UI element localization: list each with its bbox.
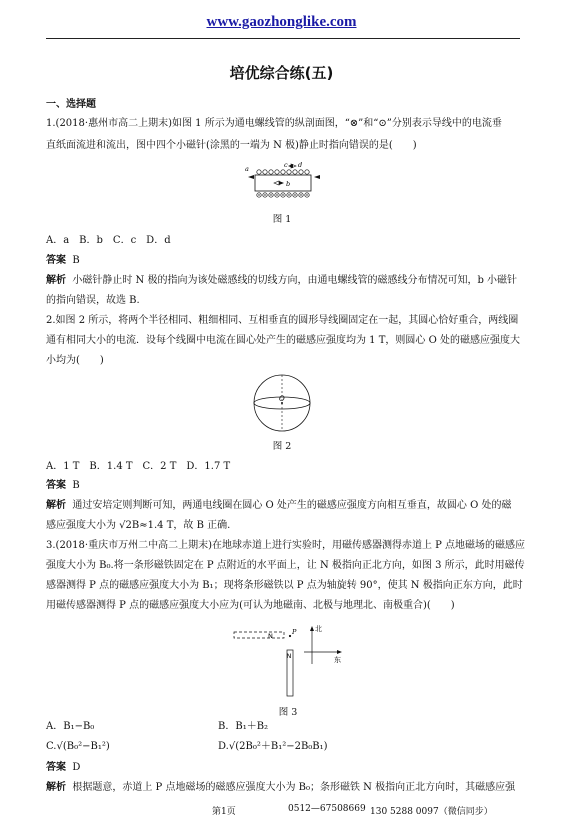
q3-option-d: D.√(2B₀²＋B₁²−2B₀B₁) — [218, 741, 328, 752]
q2-answer: B — [72, 480, 80, 491]
q3-figure-magnet — [230, 620, 350, 700]
q1-answer: B — [72, 255, 80, 266]
center-mark: O — [279, 395, 285, 403]
q2-stem-line2: 通有相同大小的电流．设每个线圈中电流在圆心处产生的磁感应强度均为 1 T，则圆心 O 处的磁感应强度大 — [46, 335, 520, 346]
needle-d-right — [314, 175, 320, 179]
needle-a — [248, 175, 254, 179]
q2-stem-line1: 2.如图 2 所示，将两个半径相同、粗细相同、互相垂直的圆形导线圈固定在一起，其圆心恰好重合，两线圈 — [46, 315, 519, 326]
fig-north: 北 — [315, 625, 322, 633]
q2-answer-label: 答案 — [46, 480, 66, 491]
q2-stem-line3: 小均为( ) — [46, 355, 104, 366]
q3-option-a: A．B₁−B₀ — [46, 721, 95, 732]
q1-answer-label: 答案 — [46, 255, 66, 266]
point-p — [289, 635, 291, 637]
q3-stem-line1: 3.(2018·重庆市万州二中高二上期末)在地球赤道上进行实验时，用磁传感器测得赤道上 P 点地磁场的磁感应 — [46, 540, 526, 551]
fig-east: 东 — [334, 656, 341, 664]
q2-analysis-label: 解析 — [46, 500, 66, 511]
mark-d: d — [298, 161, 303, 169]
q1-stem-line1: 1.(2018·惠州市高二上期末)如图 1 所示为通电螺线管的纵剖面图，“⊗”和“⊙”分别表示导线中的电流垂 — [46, 118, 502, 129]
bottom-wire-dots — [258, 194, 307, 195]
site-link[interactable]: www.gaozhonglike.com — [206, 14, 357, 30]
fig-p: P — [292, 628, 297, 636]
q1-figure-label: 图 1 — [272, 214, 292, 225]
section-heading: 一、选择题 — [46, 99, 96, 110]
q3-stem-line3: 感器测得 P 点的磁感应强度大小为 B₁；现将条形磁铁以 P 点为轴旋转 90°，使其 N 极指向正东方向，此时 — [46, 580, 523, 591]
mark-b: b — [286, 180, 291, 188]
q1-figure-solenoid — [240, 160, 324, 206]
footer-phone2: 130 5288 0097（微信同步） — [370, 807, 493, 817]
footer-page: 第1页 — [212, 807, 236, 817]
q2-figure-coils — [250, 371, 314, 435]
q1-options: A．a B．b C．c D．d — [46, 235, 171, 246]
q3-answer-label: 答案 — [46, 762, 66, 773]
page-title: 培优综合练(五) — [229, 64, 334, 82]
q3-option-b: B．B₁＋B₂ — [218, 721, 269, 732]
q3-analysis-line1: 根据题意，赤道上 P 点地磁场的磁感应强度大小为 B₀；条形磁铁 N 极指向正北方向时，其磁感应强 — [72, 782, 516, 793]
header-rule — [46, 38, 520, 39]
q3-analysis-label: 解析 — [46, 782, 66, 793]
needle-b — [279, 181, 284, 185]
q3-stem-line2: 强度大小为 B₀.将一条形磁铁固定在 P 点附近的水平面上，让 N 极指向正北方向，如图 3 所示，此时用磁传 — [46, 560, 525, 571]
mark-c: c — [284, 161, 288, 169]
footer-phone1: 0512—67508669 — [288, 804, 366, 814]
top-wire-row — [257, 170, 309, 174]
q2-analysis-line2: 感应强度大小为 √2B≈1.4 T，故 B 正确. — [46, 520, 231, 531]
q1-stem-line2: 直纸面流进和流出，图中四个小磁针(涂黑的一端为 N 极)静止时指向错误的是( ) — [46, 140, 417, 151]
q3-answer: D — [72, 762, 81, 773]
q3-figure-label: 图 3 — [278, 707, 298, 718]
magnet-rotated-outline — [234, 632, 284, 638]
q2-figure-label: 图 2 — [272, 441, 292, 452]
q3-stem-line4: 用磁传感器测得 P 点的磁感应强度大小应为(可认为地磁南、北极与地理北、南极重合)( ) — [46, 600, 455, 611]
q2-analysis-line1: 通过安培定则判断可知，两通电线圈在圆心 O 处产生的磁感应强度方向相互垂直，故圆心 O 处的磁 — [72, 500, 512, 511]
mark-a: a — [245, 165, 249, 173]
q3-option-c: C.√(B₀²−B₁²) — [46, 741, 110, 752]
q1-analysis-label: 解析 — [46, 275, 66, 286]
q2-options: A．1 T B．1.4 T C．2 T D．1.7 T — [46, 461, 231, 472]
q1-analysis-line1: 小磁针静止时 N 极的指向为该处磁感线的切线方向，由通电螺线管的磁感线分布情况可知，b 小磁针 — [72, 275, 518, 286]
q1-analysis-line2: 的指向错误，故选 B. — [46, 295, 140, 306]
fig-n1: N — [268, 632, 273, 640]
fig-n2: N — [286, 652, 292, 660]
